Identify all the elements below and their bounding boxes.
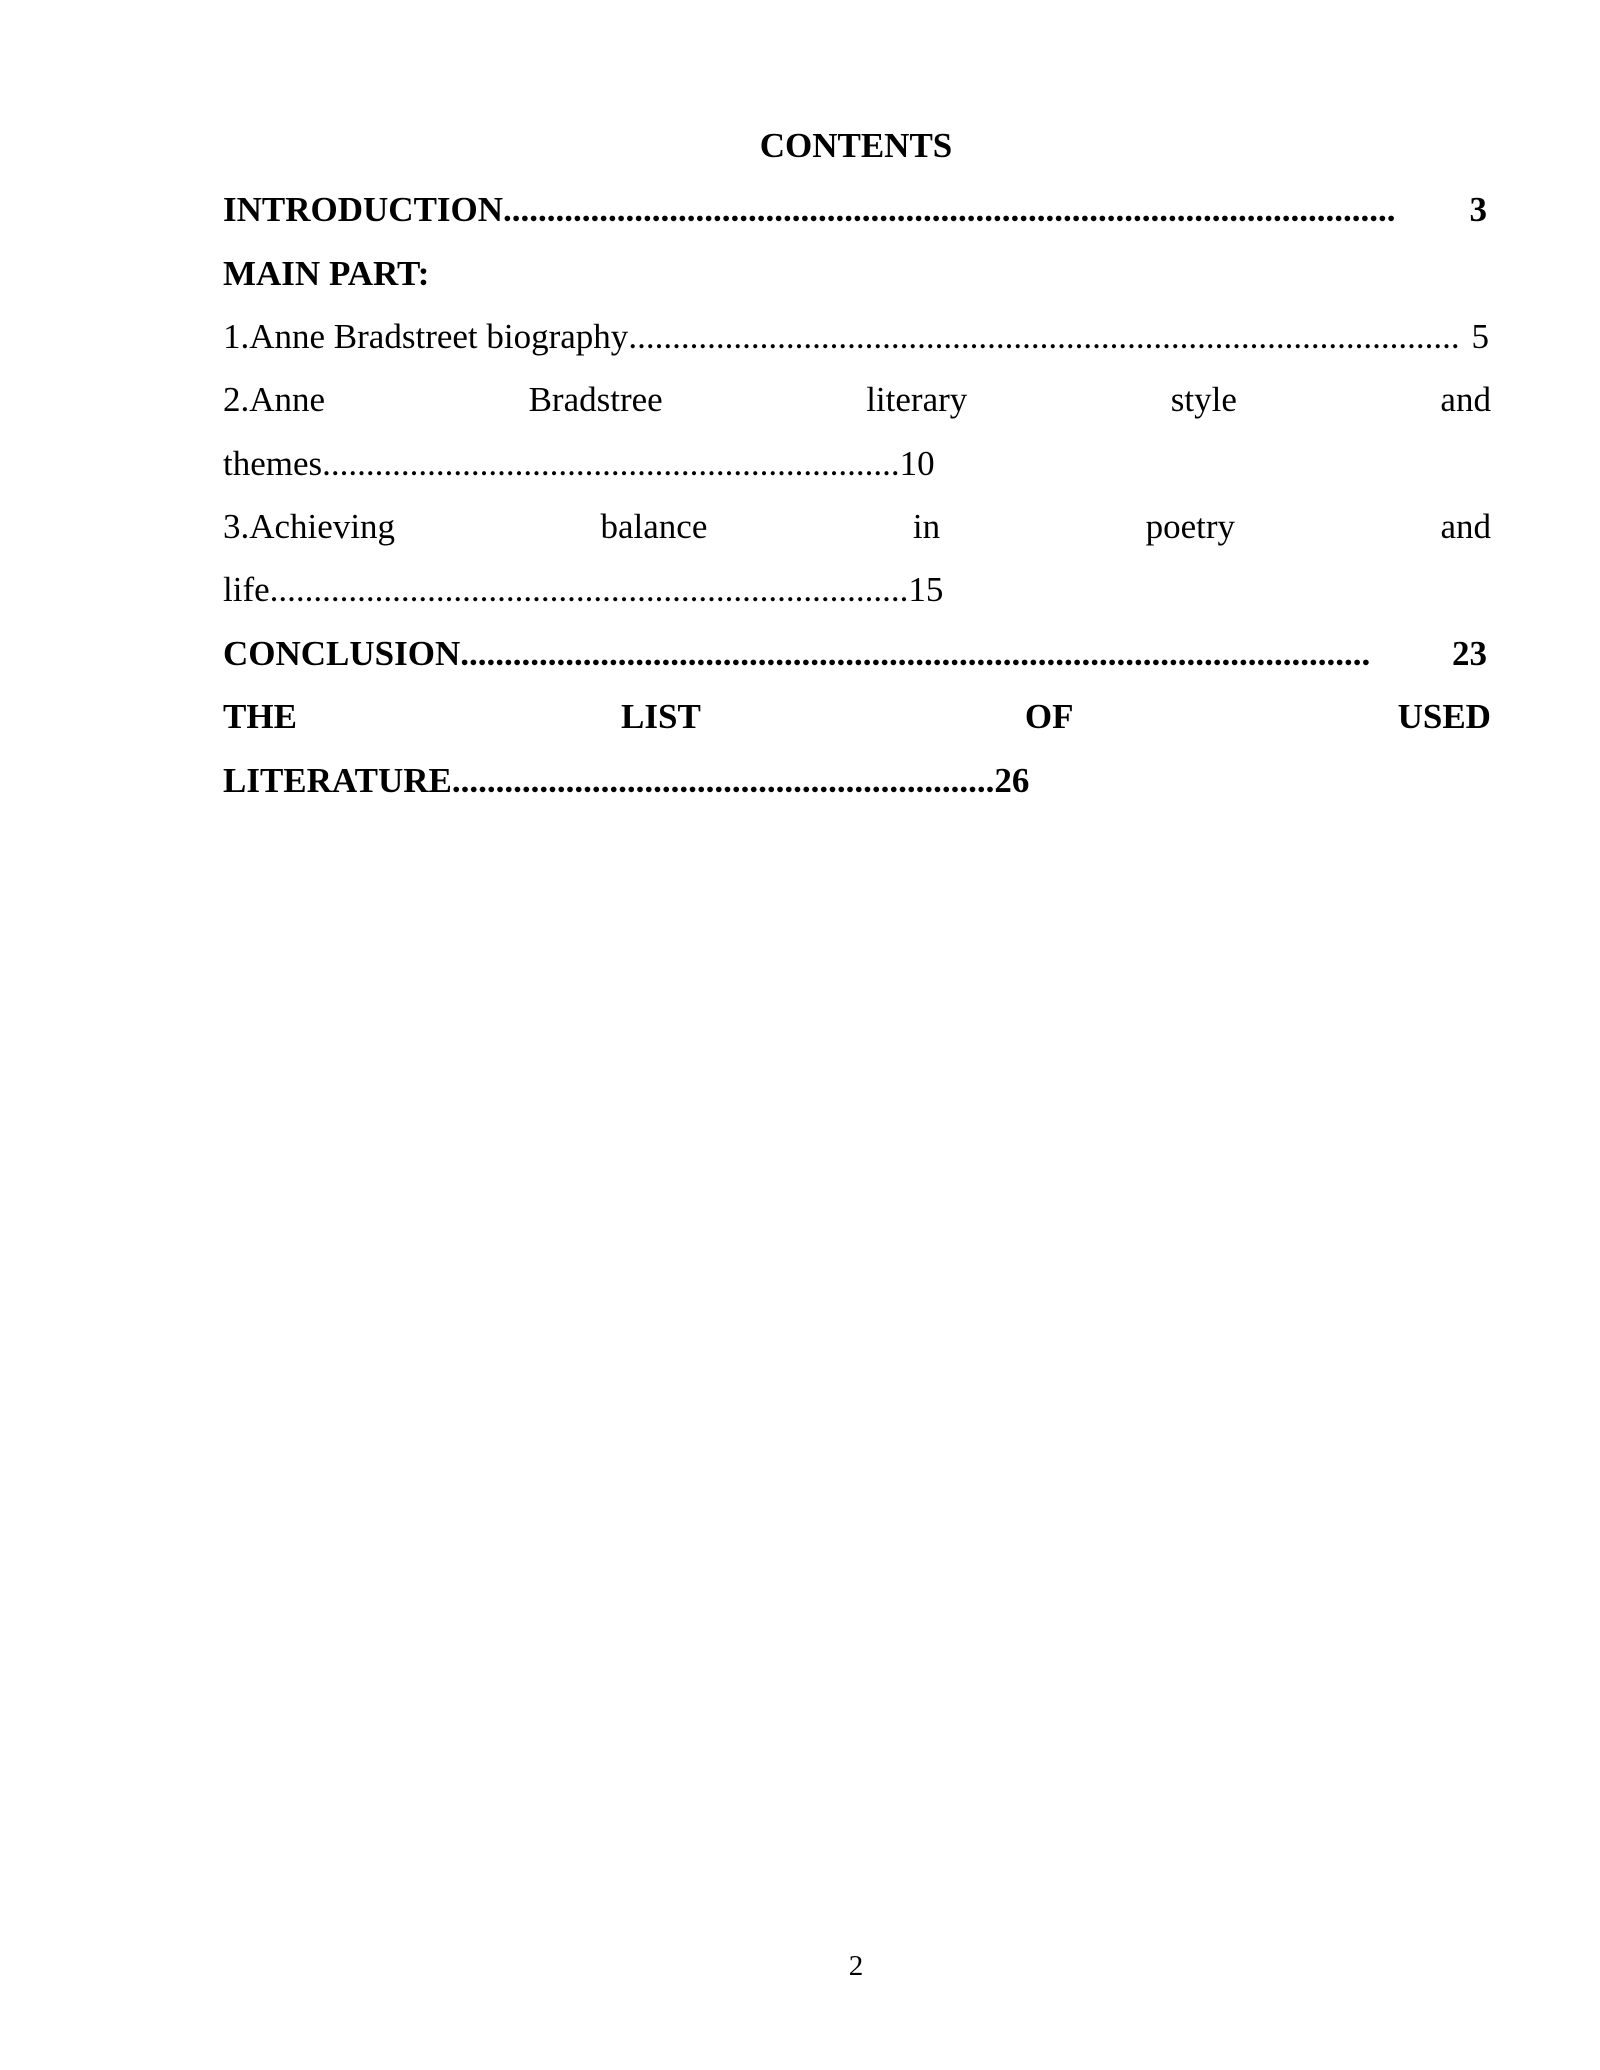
toc-leader-dots: ..................................................................	[322, 444, 900, 483]
toc-word: THE	[223, 697, 297, 736]
toc-label: MAIN PART:	[223, 254, 430, 293]
toc-page-number: 10	[899, 444, 935, 483]
toc-label: LITERATURE	[223, 761, 452, 800]
toc-page-number: 23	[1452, 634, 1487, 673]
toc-word: 3.Achieving	[223, 507, 396, 546]
toc-label: themes	[223, 444, 323, 483]
toc-entry-biography[interactable]	[223, 313, 1491, 361]
toc-word: and	[1440, 507, 1491, 546]
toc-label: life	[223, 570, 270, 609]
toc-entry-conclusion[interactable]	[223, 630, 1491, 678]
toc-word: LIST	[621, 697, 701, 736]
toc-leader-dots: ......................................................................................................	[503, 190, 1396, 229]
toc-word: literary	[866, 380, 968, 419]
toc-leader-dots: ...............................................................................................	[628, 317, 1460, 356]
toc-leader-dots: ..............................................................	[451, 761, 995, 800]
toc-entry-literary-style-continued[interactable]	[223, 440, 1491, 488]
toc-word: in	[912, 507, 941, 546]
toc-page-number: 3	[1469, 190, 1487, 229]
toc-word: and	[1440, 380, 1491, 419]
toc-entry-achieving-balance-continued[interactable]	[223, 566, 1491, 614]
toc-label: 1.Anne Bradstreet biography	[223, 317, 629, 356]
toc-entry-literature[interactable]	[223, 693, 1491, 741]
toc-word: USED	[1397, 697, 1491, 736]
toc-label: INTRODUCTION	[223, 190, 504, 229]
toc-word: OF	[1024, 697, 1074, 736]
toc-page-number: 26	[994, 761, 1030, 800]
toc-word: style	[1170, 380, 1237, 419]
toc-label: CONCLUSION	[223, 634, 461, 673]
toc-entry-introduction[interactable]	[223, 186, 1491, 234]
toc-word: balance	[600, 507, 708, 546]
toc-word: 2.Anne	[223, 380, 326, 419]
toc-leader-dots: ........................................................................................................	[460, 634, 1371, 673]
page-number-footer: 2	[848, 1950, 864, 1982]
toc-page-number: 5	[1471, 317, 1489, 356]
page-title: CONTENTS	[759, 126, 953, 165]
toc-page-number: 15	[908, 570, 944, 609]
toc-word: poetry	[1145, 507, 1235, 546]
toc-entry-literature-continued[interactable]	[223, 757, 1491, 805]
toc-leader-dots: .........................................................................	[269, 570, 909, 609]
toc-heading-main-part	[223, 250, 1491, 298]
toc-entry-achieving-balance[interactable]	[223, 503, 1491, 551]
toc-word: Bradstree	[528, 380, 663, 419]
toc-entry-literary-style[interactable]	[223, 376, 1491, 424]
